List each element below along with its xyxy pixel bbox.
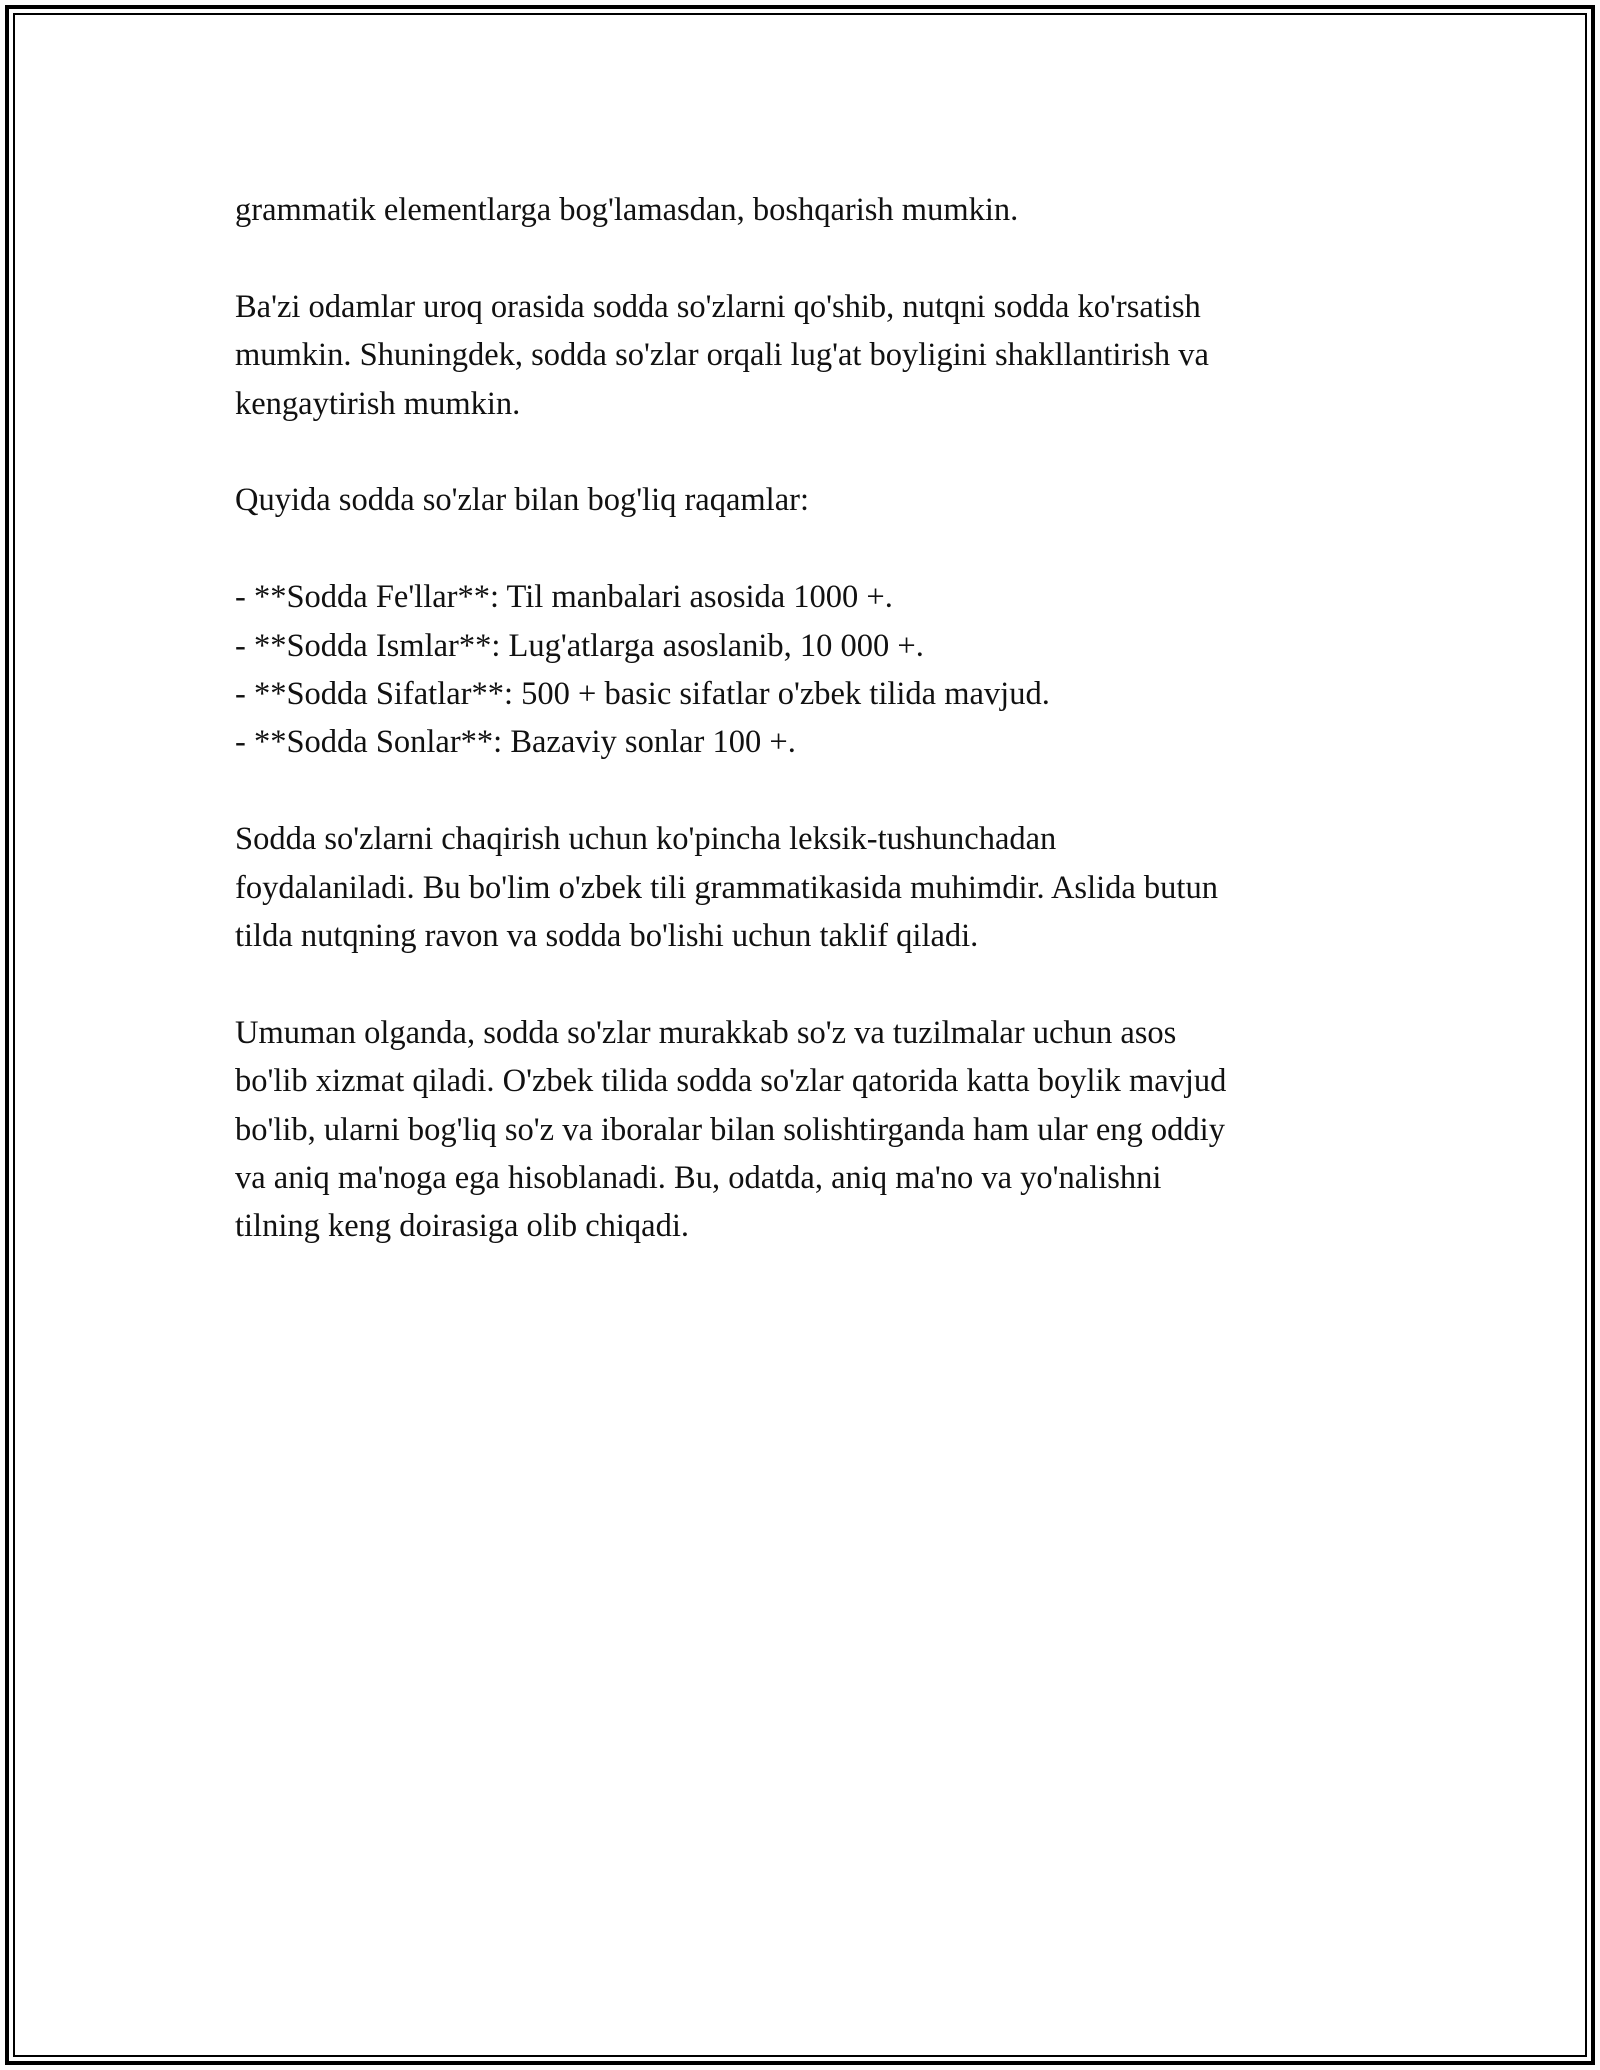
paragraph-conclusion: Umuman olganda, sodda so'zlar murakkab so'z va tuzilmalar uchun asos bo'lib xizmat qiladi. O'zbek tilida sodda so'zlar qatorida katta boylik mavjud bo'lib, ularni bog'liq so'z va iboralar bilan solishtirganda ham ular eng oddiy va aniq ma'noga ega hisoblanadi. Bu, odatda, aniq ma'no va yo'nalishni tilning keng doirasiga olib chiqadi. — [235, 1014, 1227, 1245]
list-item: - **Sodda Sifatlar**: 500 + basic sifatlar o'zbek tilida mavjud. — [235, 676, 1050, 713]
paragraph-lexical: Sodda so'zlarni chaqirish uchun ko'pincha leksik-tushunchadan foydalaniladi. Bu bo'lim o'zbek tili grammatikasida muhimdir. Aslida butun tilda nutqning ravon va sodda bo'lishi uchun taklif qiladi. — [235, 821, 1218, 955]
paragraph-simple-words: Ba'zi odamlar uroq orasida sodda so'zlarni qo'shib, nutqni sodda ko'rsatish mumkin. Shuningdek, sodda so'zlar orqali lug'at boyligini shakllantirish va kengaytirish mumkin. — [235, 288, 1209, 422]
paragraph-intro: grammatik elementlarga bog'lamasdan, boshqarish mumkin. — [235, 192, 1019, 228]
list-item: - **Sodda Fe'llar**: Til manbalari asosida 1000 +. — [235, 579, 893, 616]
word-count-list — [235, 573, 1365, 767]
document-body — [235, 186, 1365, 1299]
list-item: - **Sodda Ismlar**: Lug'atlarga asoslanib, 10 000 +. — [235, 627, 924, 664]
list-item: - **Sodda Sonlar**: Bazaviy sonlar 100 +. — [235, 724, 796, 761]
paragraph-numbers-heading: Quyida sodda so'zlar bilan bog'liq raqamlar: — [235, 482, 809, 519]
